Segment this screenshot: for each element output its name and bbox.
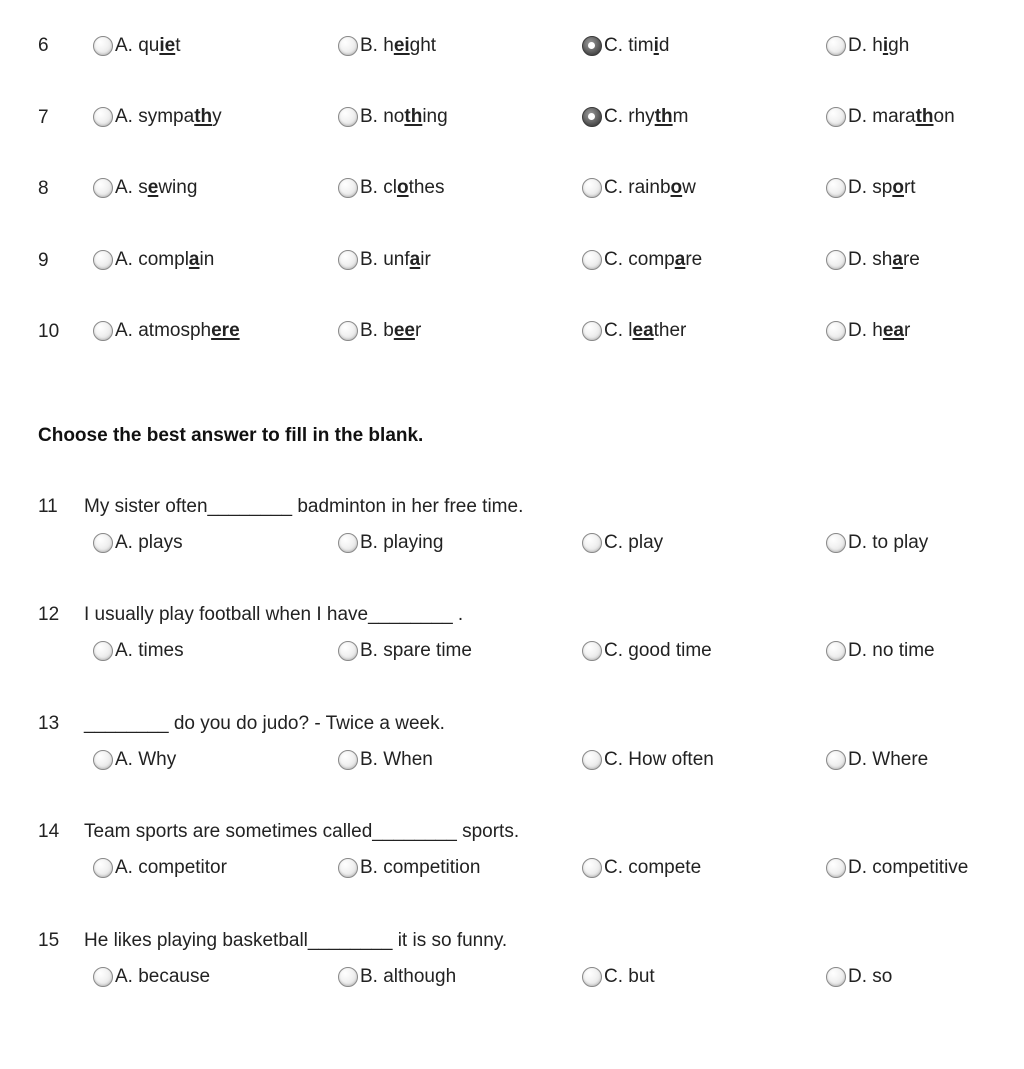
question-number: 15 xyxy=(38,930,60,951)
option-12c[interactable] xyxy=(582,638,712,664)
option-15c[interactable] xyxy=(582,964,655,990)
radio-button-icon[interactable] xyxy=(338,178,358,198)
question-number: 10 xyxy=(38,321,60,342)
option-label: D. hear xyxy=(848,320,911,341)
option-label: C. good time xyxy=(604,640,712,661)
option-label: A. times xyxy=(115,640,184,661)
radio-button-icon[interactable] xyxy=(338,967,358,987)
question-number: 8 xyxy=(38,178,49,199)
option-label: C. but xyxy=(604,966,655,987)
radio-button-icon[interactable] xyxy=(338,858,358,878)
option-label: C. timid xyxy=(604,35,670,56)
radio-button-icon[interactable] xyxy=(826,36,846,56)
option-label: B. competition xyxy=(360,857,481,878)
question-text: My sister often________ badminton in her free time. xyxy=(84,496,524,517)
radio-button-icon[interactable] xyxy=(338,250,358,270)
radio-button-icon[interactable] xyxy=(582,967,602,987)
option-label: A. atmosphere xyxy=(115,320,240,341)
option-6c[interactable] xyxy=(582,33,669,59)
radio-button-icon[interactable] xyxy=(582,321,602,341)
option-11c[interactable] xyxy=(582,530,663,556)
option-13c[interactable] xyxy=(582,747,714,773)
option-label: B. unfair xyxy=(360,249,431,270)
option-label: D. high xyxy=(848,35,910,56)
option-label: D. sport xyxy=(848,177,916,198)
option-14b[interactable] xyxy=(338,855,480,881)
option-label: C. play xyxy=(604,532,664,553)
question-number: 9 xyxy=(38,250,49,271)
radio-button-icon[interactable] xyxy=(582,750,602,770)
option-6d[interactable] xyxy=(826,33,909,59)
option-label: C. compare xyxy=(604,249,703,270)
option-6b[interactable] xyxy=(338,33,436,59)
option-7a[interactable] xyxy=(93,104,222,130)
option-11a[interactable] xyxy=(93,530,183,556)
radio-button-icon[interactable] xyxy=(826,107,846,127)
option-label: B. spare time xyxy=(360,640,472,661)
option-8d[interactable] xyxy=(826,175,916,201)
radio-button-icon[interactable] xyxy=(826,641,846,661)
option-8a[interactable] xyxy=(93,175,197,201)
option-label: B. clothes xyxy=(360,177,445,198)
option-13a[interactable] xyxy=(93,747,176,773)
option-10c[interactable] xyxy=(582,318,686,344)
radio-button-checked-icon[interactable] xyxy=(582,107,602,127)
radio-button-icon[interactable] xyxy=(826,321,846,341)
option-10b[interactable] xyxy=(338,318,421,344)
radio-button-icon[interactable] xyxy=(93,321,113,341)
radio-button-icon[interactable] xyxy=(338,36,358,56)
radio-button-icon[interactable] xyxy=(826,533,846,553)
option-label: A. sympathy xyxy=(115,106,222,127)
radio-button-icon[interactable] xyxy=(826,178,846,198)
question-text: He likes playing basketball________ it is so funny. xyxy=(84,930,508,951)
option-label: C. compete xyxy=(604,857,702,878)
option-label: D. Where xyxy=(848,749,929,770)
radio-button-icon[interactable] xyxy=(93,967,113,987)
radio-button-icon[interactable] xyxy=(93,750,113,770)
question-text: Team sports are sometimes called________ sports. xyxy=(84,821,520,842)
option-12b[interactable] xyxy=(338,638,472,664)
question-text: ________ do you do judo? - Twice a week. xyxy=(84,713,445,734)
question-number: 13 xyxy=(38,713,60,734)
option-8b[interactable] xyxy=(338,175,444,201)
radio-button-icon[interactable] xyxy=(826,967,846,987)
radio-button-icon[interactable] xyxy=(338,641,358,661)
option-label: C. leather xyxy=(604,320,687,341)
option-15d[interactable] xyxy=(826,964,892,990)
option-9d[interactable] xyxy=(826,247,920,273)
option-11b[interactable] xyxy=(338,530,443,556)
radio-button-icon[interactable] xyxy=(93,107,113,127)
option-label: B. although xyxy=(360,966,457,987)
option-13b[interactable] xyxy=(338,747,433,773)
radio-button-icon[interactable] xyxy=(582,641,602,661)
option-8c[interactable] xyxy=(582,175,696,201)
question-number: 7 xyxy=(38,107,49,128)
radio-button-icon[interactable] xyxy=(338,321,358,341)
option-9c[interactable] xyxy=(582,247,702,273)
radio-button-icon[interactable] xyxy=(582,858,602,878)
option-10a[interactable] xyxy=(93,318,240,344)
option-12d[interactable] xyxy=(826,638,935,664)
option-label: A. competitor xyxy=(115,857,227,878)
radio-button-icon[interactable] xyxy=(582,533,602,553)
radio-button-icon[interactable] xyxy=(338,107,358,127)
radio-button-icon[interactable] xyxy=(93,178,113,198)
option-label: B. beer xyxy=(360,320,422,341)
option-9a[interactable] xyxy=(93,247,214,273)
option-label: D. share xyxy=(848,249,920,270)
option-7c[interactable] xyxy=(582,104,688,130)
option-14d[interactable] xyxy=(826,855,968,881)
option-label: B. playing xyxy=(360,532,444,553)
option-6a[interactable] xyxy=(93,33,181,59)
radio-button-icon[interactable] xyxy=(582,250,602,270)
option-7b[interactable] xyxy=(338,104,448,130)
option-14a[interactable] xyxy=(93,855,227,881)
radio-button-icon[interactable] xyxy=(826,250,846,270)
option-12a[interactable] xyxy=(93,638,184,664)
option-label: A. sewing xyxy=(115,177,198,198)
option-label: D. marathon xyxy=(848,106,955,127)
radio-button-icon[interactable] xyxy=(93,250,113,270)
radio-button-icon[interactable] xyxy=(93,36,113,56)
option-7d[interactable] xyxy=(826,104,955,130)
option-15a[interactable] xyxy=(93,964,210,990)
radio-button-checked-icon[interactable] xyxy=(582,36,602,56)
option-label: C. rhythm xyxy=(604,106,689,127)
option-label: B. height xyxy=(360,35,437,56)
option-label: A. quiet xyxy=(115,35,181,56)
option-label: D. to play xyxy=(848,532,929,553)
option-9b[interactable] xyxy=(338,247,431,273)
option-label: A. Why xyxy=(115,749,177,770)
radio-button-icon[interactable] xyxy=(338,533,358,553)
question-number: 11 xyxy=(38,496,58,517)
option-label: A. complain xyxy=(115,249,215,270)
option-label: B. When xyxy=(360,749,433,770)
radio-button-icon[interactable] xyxy=(826,858,846,878)
option-label: A. plays xyxy=(115,532,183,553)
question-number: 14 xyxy=(38,821,60,842)
option-label: A. because xyxy=(115,966,211,987)
question-number: 12 xyxy=(38,604,60,625)
option-11d[interactable] xyxy=(826,530,928,556)
radio-button-icon[interactable] xyxy=(826,750,846,770)
radio-button-icon[interactable] xyxy=(93,533,113,553)
option-13d[interactable] xyxy=(826,747,928,773)
question-text: I usually play football when I have________ . xyxy=(84,604,464,625)
option-15b[interactable] xyxy=(338,964,456,990)
radio-button-icon[interactable] xyxy=(338,750,358,770)
question-number: 6 xyxy=(38,35,49,56)
option-label: B. nothing xyxy=(360,106,448,127)
radio-button-icon[interactable] xyxy=(93,641,113,661)
radio-button-icon[interactable] xyxy=(93,858,113,878)
option-label: C. How often xyxy=(604,749,714,770)
option-14c[interactable] xyxy=(582,855,701,881)
option-10d[interactable] xyxy=(826,318,910,344)
option-label: C. rainbow xyxy=(604,177,696,198)
option-label: D. competitive xyxy=(848,857,969,878)
section-heading: Choose the best answer to fill in the blank. xyxy=(38,425,424,446)
option-label: D. no time xyxy=(848,640,935,661)
radio-button-icon[interactable] xyxy=(582,178,602,198)
option-label: D. so xyxy=(848,966,893,987)
